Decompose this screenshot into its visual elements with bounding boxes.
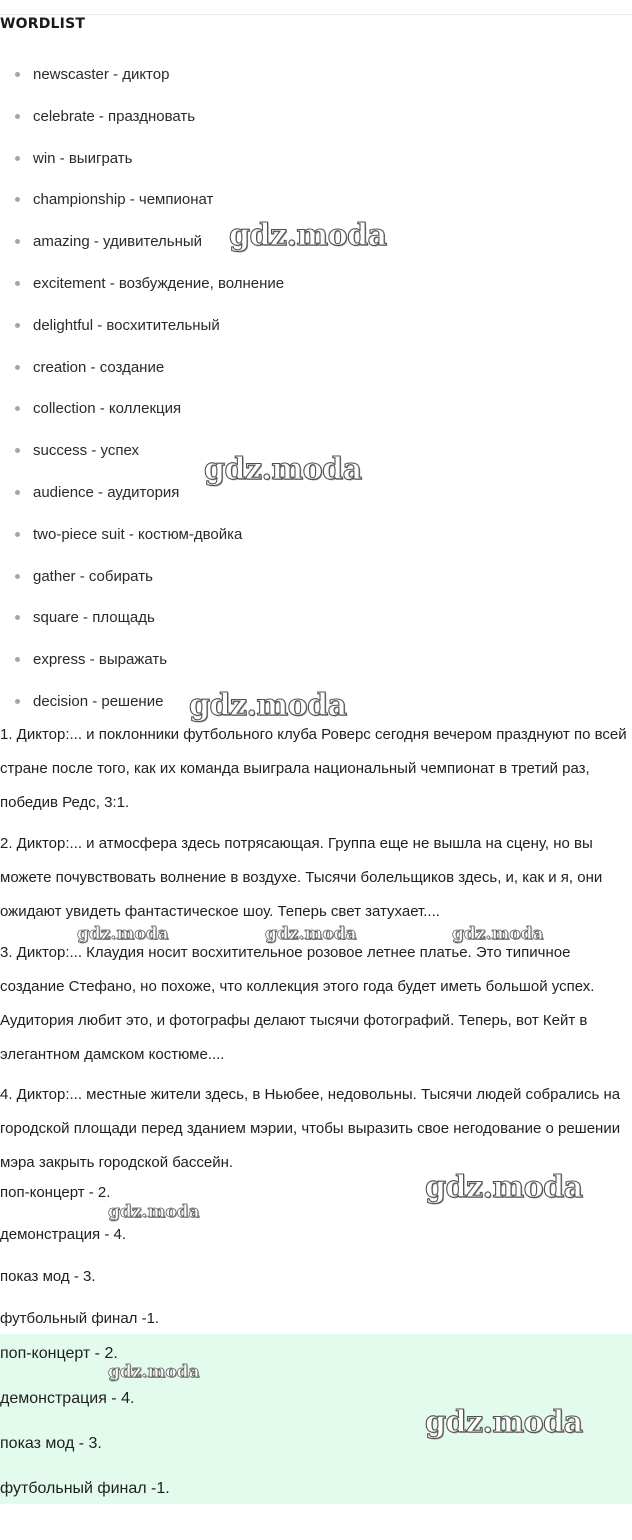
list-item-text: square - площадь [33, 609, 155, 627]
bullet-icon [15, 281, 20, 286]
watermark: gdz.moda [425, 1405, 583, 1440]
bullet-icon [15, 615, 20, 620]
answer-item: показ мод - 3. [0, 1435, 102, 1452]
list-item-text: audience - аудитория [33, 483, 180, 501]
watermark: gdz.moda [265, 924, 357, 944]
list-item-text: decision - решение [33, 692, 164, 710]
list-item-text: collection - коллекция [33, 400, 182, 418]
list-item-text: win - выиграть [33, 149, 133, 167]
list-item-text: gather - собирать [33, 567, 153, 585]
wordlist-heading: WORDLIST [0, 16, 86, 32]
list-item [0, 263, 284, 305]
list-item [0, 54, 284, 96]
list-item [0, 597, 284, 639]
list-item-text: express - выражать [33, 651, 168, 669]
list-item-text: celebrate - праздновать [33, 107, 196, 125]
top-divider [0, 14, 632, 15]
list-item [0, 305, 284, 347]
watermark: gdz.moda [77, 924, 169, 944]
list-item-text: amazing - удивительный [33, 233, 203, 251]
watermark: gdz.moda [189, 688, 347, 723]
answer-item: поп-концерт - 2. [0, 1184, 111, 1201]
bullet-icon [15, 532, 20, 537]
answer-item: футбольный финал -1. [0, 1310, 160, 1327]
bullet-icon [15, 699, 20, 704]
list-item-text: success - успех [33, 442, 139, 460]
bullet-icon [15, 574, 20, 579]
list-item [0, 639, 284, 681]
watermark: gdz.moda [425, 1170, 583, 1205]
bullet-icon [15, 490, 20, 495]
list-item-text: delightful - восхитительный [33, 316, 220, 334]
bullet-icon [15, 448, 20, 453]
list-item [0, 514, 284, 556]
wordlist [0, 54, 284, 723]
paragraph-3: 3. Диктор:... Клаудия носит восхитительное розовое летнее платье. Это типичное создание Стефано, но похоже, что коллекция этого года будет иметь большой успех. Аудитория любит это, и фотографы делают тысячи фотографий. Теперь, вот Кейт в элегантном дамском костюме.... [0, 944, 595, 1063]
list-item [0, 430, 284, 472]
bullet-icon [15, 156, 20, 161]
paragraph-1: 1. Диктор:... и поклонники футбольного клуба Роверс сегодня вечером празднуют по всей стране после того, как их команда выиграла национальный чемпионат в третий раз, победив Редс, 3:1. [0, 726, 627, 811]
bullet-icon [15, 72, 20, 77]
list-item [0, 96, 284, 138]
watermark: gdz.moda [204, 452, 362, 487]
bullet-icon [15, 657, 20, 662]
watermark: gdz.moda [229, 218, 387, 253]
answer-list [0, 1172, 632, 1340]
list-item [0, 347, 284, 389]
watermark: gdz.moda [108, 1362, 200, 1382]
bullet-icon [15, 114, 20, 119]
list-item [0, 388, 284, 430]
paragraph-4: 4. Диктор:... местные жители здесь, в Ньюбее, недовольны. Тысячи людей собрались на городской площади перед зданием мэрии, чтобы выразить свое негодование о решении мэра закрыть городской бассейн. [0, 1086, 621, 1171]
list-item [0, 681, 284, 723]
answer-item: поп-концерт - 2. [0, 1345, 118, 1362]
answer-item: показ мод - 3. [0, 1268, 96, 1285]
list-item-text: championship - чемпионат [33, 191, 214, 209]
bullet-icon [15, 323, 20, 328]
bullet-icon [15, 406, 20, 411]
answer-item: демонстрация - 4. [0, 1390, 135, 1407]
paragraph-2: 2. Диктор:... и атмосфера здесь потрясающая. Группа еще не вышла на сцену, но вы можете почувствовать волнение в воздухе. Тысячи болельщиков здесь, и, как и я, они ожидают увидеть фантастическое шоу. Теперь свет затухает.... [0, 835, 603, 920]
list-item [0, 556, 284, 598]
list-item [0, 472, 284, 514]
list-item-text: creation - создание [33, 358, 165, 376]
list-item [0, 179, 284, 221]
bullet-icon [15, 197, 20, 202]
list-item [0, 221, 284, 263]
watermark: gdz.moda [452, 924, 544, 944]
highlighted-answer-list [0, 1334, 632, 1514]
list-item-text: excitement - возбуждение, волнение [33, 274, 285, 292]
list-item [0, 138, 284, 180]
answer-item: футбольный финал -1. [0, 1480, 170, 1497]
list-item-text: two-piece suit - костюм-двойка [33, 525, 243, 543]
list-item-text: newscaster - диктор [33, 66, 170, 83]
bullet-icon [15, 239, 20, 244]
answer-item: демонстрация - 4. [0, 1226, 127, 1243]
watermark: gdz.moda [108, 1202, 200, 1222]
bullet-icon [15, 365, 20, 370]
